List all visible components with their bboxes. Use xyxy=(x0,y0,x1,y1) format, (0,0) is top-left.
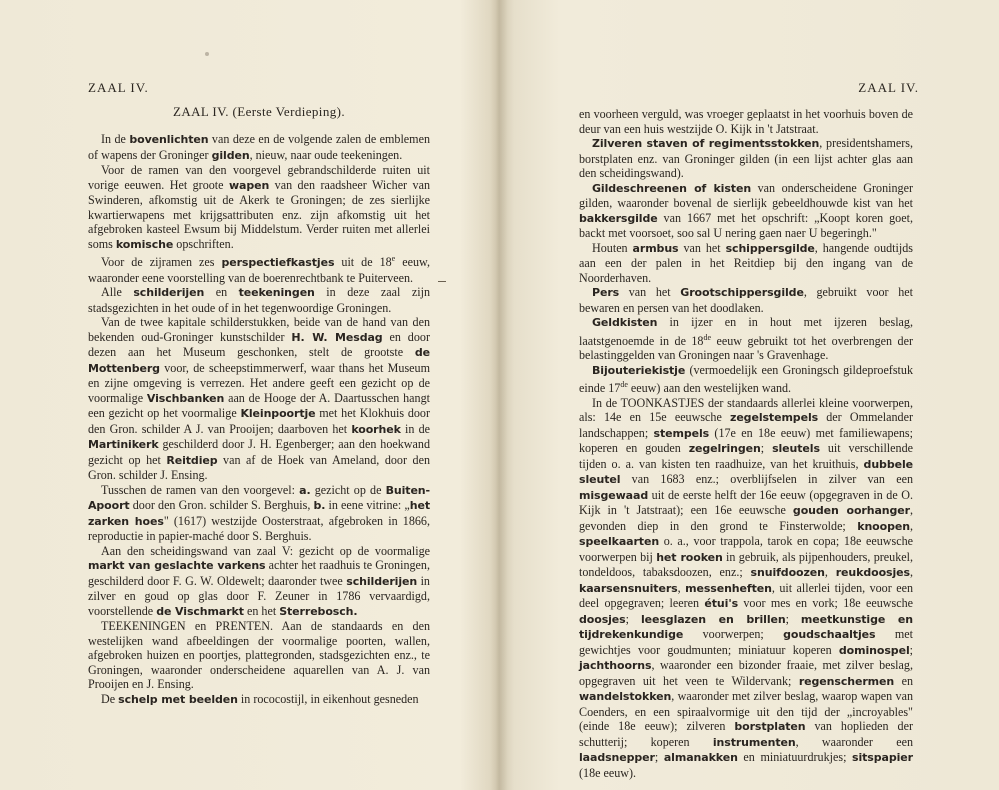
emphasized-term: wandelstokken xyxy=(579,690,672,704)
text-run: , hangende oudtijds aan een der palen in het Reitdiep bij den ingang van de Noorderhaven. xyxy=(579,240,913,285)
paragraph xyxy=(88,315,430,483)
right-body-text xyxy=(579,107,913,780)
text-run: voorwerpen; xyxy=(683,627,784,642)
text-run: van 1667 met het opschrift: „Koopt koren goet, backt met voorsoet, soo sal U nering gaen naer U begeringh." xyxy=(579,210,913,240)
emphasized-term: a. xyxy=(299,483,311,497)
text-run: opschriften. xyxy=(173,236,234,251)
text-run: in gebruik, als pijpenhouders, preukel, tondeldoos, tabaksdoozen, enz.; xyxy=(579,549,914,580)
emphasized-term: Zilveren staven of regimentsstokken xyxy=(592,137,820,150)
margin-mark xyxy=(438,281,446,282)
emphasized-term: stempels xyxy=(653,426,710,440)
text-run: , presidentshamers, borstplaten enz. van Groninger gilden (in een lijst achter glas aan den scheidingswand). xyxy=(579,136,913,180)
emphasized-term: jachthoorns xyxy=(579,659,652,673)
text-run: , waaronder met zilver beslag, waarop wapen van Coenders, en een spiraalvormige uit den tijd der „incroyables" (einde 18e eeuw); zilveren xyxy=(579,689,913,734)
emphasized-term: goudschaaltjes xyxy=(783,628,876,642)
emphasized-term: H. W. Mesdag xyxy=(291,330,383,344)
text-run: in de xyxy=(400,421,430,436)
emphasized-term: Sterrebosch. xyxy=(279,604,358,618)
emphasized-term: het rooken xyxy=(656,550,723,564)
text-run: Aan den scheidingswand van zaal V: gezicht op de voormalige xyxy=(101,543,430,558)
emphasized-term: meetkunstige en tijdrekenkundige xyxy=(579,612,913,642)
text-run: met het Klokhuis door den Gron. schilder A J. van Prooijen; daarboven het xyxy=(88,406,430,436)
superscript: e xyxy=(391,254,396,263)
text-run: en xyxy=(204,285,239,300)
text-run: en voorheen verguld, was vroeger geplaatst in het voorhuis boven de deur van een huis westzijde O. Kijk in 't Jatstraat. xyxy=(579,107,913,136)
emphasized-term: schilderijen xyxy=(346,574,418,588)
emphasized-term: messenheften xyxy=(685,581,772,595)
text-run: van deze en de volgende zalen de emblemen of wapens der Groninger xyxy=(88,132,430,162)
text-run: (18e eeuw). xyxy=(579,765,637,780)
emphasized-term: koorhek xyxy=(351,422,401,436)
section-title: ZAAL IV. (Eerste Verdieping). xyxy=(172,104,345,119)
text-run: van het xyxy=(619,285,681,299)
emphasized-term: Reitdiep xyxy=(166,453,218,467)
superscript: de xyxy=(620,380,628,390)
emphasized-term: snuifdoozen xyxy=(750,566,825,580)
emphasized-term: reukdoosjes xyxy=(835,566,910,580)
paragraph xyxy=(579,241,913,286)
emphasized-term: Gildeschreenen of kisten xyxy=(592,181,752,195)
text-run: van af de Hoek van Ameland, door den Gron. schilder J. Ensing. xyxy=(88,452,430,483)
paragraph xyxy=(88,285,430,315)
text-run: Tusschen de ramen van den voorgevel: xyxy=(101,482,300,497)
emphasized-term: armbus xyxy=(632,241,679,255)
text-run: van onderscheidene Groninger gilden, waaronder bovenal de sierlijk gebeeldhouwde kist van het xyxy=(579,180,914,210)
paragraph xyxy=(579,315,913,363)
text-run: van 1683 enz.; overblijfselen in zilver van een xyxy=(620,472,913,487)
emphasized-term: zegelringen xyxy=(688,442,761,456)
paragraph xyxy=(579,136,913,181)
emphasized-term: Grootschippersgilde xyxy=(680,286,804,299)
emphasized-term: schippersgilde xyxy=(725,241,815,255)
emphasized-term: leesglazen en brillen xyxy=(640,612,786,626)
emphasized-term: bakkersgilde xyxy=(579,211,658,225)
emphasized-term: sitspapier xyxy=(852,751,913,765)
right-page xyxy=(500,0,999,790)
text-run: , xyxy=(677,580,686,595)
text-run: , gevonden diep in den grond te Finsterwolde; xyxy=(579,503,913,533)
emphasized-term: gouden oorhanger xyxy=(792,504,910,518)
text-run: TEEKENINGEN en PRENTEN. Aan de standaards en den westelijken wand afbeeldingen der voormalige poorten, wallen, afgebroken huizen en poortjes, plattegronden, stadsgezichten enz., te Groningen, waaronder onderscheidene aquarellen van A. J. van Prooijen en J. Ensing. xyxy=(88,619,430,692)
text-run: " (1617) westzijde Oosterstraat, afgebroken in 1866, reproductie in papier-maché door S. Berghuis. xyxy=(88,513,430,544)
text-run: door den Gron. schilder S. Berghuis, xyxy=(129,498,314,513)
emphasized-term: bovenlichten xyxy=(129,133,209,146)
text-run: eeuw, waaronder eene voorstelling van de boerenrechtbank te Puiterveen. xyxy=(88,255,430,285)
text-run: in eene vitrine: „ xyxy=(325,498,410,513)
emphasized-term: markt van geslachte varkens xyxy=(88,559,266,573)
paragraph xyxy=(88,163,430,252)
text-run: van hoplieden der schutterij; koperen xyxy=(579,719,913,749)
text-run: voor, de scheepstimmerwerf, waar thans het Museum en zijne omgeving is verrezen. Het andere geeft een gezicht op de voormalige xyxy=(88,360,430,405)
emphasized-term: dubbele sleutel xyxy=(579,457,913,487)
text-run: eeuw gebruikt tot het overbrengen der belastinggelden van Groningen naar 's Gravenhage. xyxy=(579,333,913,363)
text-run: De xyxy=(101,691,119,706)
emphasized-term: wapen xyxy=(228,178,270,192)
text-run: Voor de zijramen zes xyxy=(101,255,222,270)
paragraph xyxy=(88,619,430,692)
text-run: voor mes en vork; 18e eeuwsche xyxy=(738,596,913,611)
left-body-text xyxy=(88,132,430,707)
paragraph xyxy=(579,107,913,136)
emphasized-term: schilderijen xyxy=(133,286,205,300)
emphasized-term: dominospel xyxy=(838,643,910,657)
emphasized-term: regenschermen xyxy=(798,674,895,688)
text-run: ; xyxy=(760,441,773,456)
paragraph xyxy=(579,396,913,781)
paper-stain xyxy=(205,52,209,56)
paragraph xyxy=(88,544,430,620)
text-run: , nieuw, naar oude teekeningen. xyxy=(249,147,403,162)
emphasized-term: Bijouteriekistje xyxy=(592,363,686,377)
emphasized-term: zegelstempels xyxy=(730,411,819,425)
emphasized-term: Kleinpoortje xyxy=(240,407,316,421)
superscript: de xyxy=(703,332,712,342)
emphasized-term: perspectiefkastjes xyxy=(221,256,335,270)
text-run: o. a., voor trappola, tarok en copa; 18e eeuwsche voorwerpen bij xyxy=(579,534,913,564)
emphasized-term: almanakken xyxy=(663,751,738,765)
text-run: ; xyxy=(625,611,641,626)
emphasized-term: Martinikerk xyxy=(88,438,159,452)
emphasized-term: teekeningen xyxy=(238,286,315,300)
text-run: uit verschillende tijden o. a. van kisten ten raadhuize, van het kruithuis, xyxy=(579,441,913,471)
text-run: van den raadsheer Wicher van Swinderen, afkomstig uit de Akerk te Groningen; de zes sierlijke kwartierwapens met krijgsattributen enz. zijn afkomstig uit het afgebroken kasteel Ewsum bij Middelstum. Verder ruiten met allerlei soms xyxy=(88,177,430,251)
text-run: uit de eerste helft der 16e eeuw (opgegraven in de O. Kijk in 't Jatstraat); een 16e eeuwsche xyxy=(579,487,913,518)
text-run: (vermoedelijk een Groningsch gildeproefstuk einde 17 xyxy=(579,362,913,396)
emphasized-term: Geldkisten xyxy=(592,316,658,329)
running-head-left: ZAAL IV. xyxy=(88,80,149,95)
text-run: , xyxy=(909,518,913,533)
emphasized-term: het zarken hoes xyxy=(88,499,430,528)
text-run: Van de twee kapitale schilderstukken, beide van de hand van den bekenden oud-Groninger kunstschilder xyxy=(88,315,430,344)
text-run: van het xyxy=(678,240,726,255)
text-run: Houten xyxy=(592,240,633,255)
text-run: Voor de ramen van den voorgevel gebrandschilderde ruiten uit vorige eeuwen. Het groote xyxy=(88,163,430,192)
text-run: , waaronder een bizonder fraaie, met zilver beslag, opgegraven uit het veen te Wildervank; xyxy=(579,658,913,688)
text-run: (17e en 18e eeuw) met familiewapens; koperen en gouden xyxy=(579,425,913,456)
emphasized-term: doosjes xyxy=(579,612,626,626)
text-run: en miniatuurdrukjes; xyxy=(737,750,853,765)
text-run: in zilver en goud op glas door F. Zeuner in 1786 vervaardigd, voorstellende xyxy=(88,573,430,618)
text-run: uit de 18 xyxy=(334,255,392,270)
text-run: , xyxy=(824,565,836,580)
text-run: in ijzer en in hout met ijzeren beslag, laatstgenoemde in de 18 xyxy=(579,315,913,348)
emphasized-term: b. xyxy=(313,499,326,513)
emphasized-term: knoopen xyxy=(857,519,910,533)
emphasized-term: misgewaad xyxy=(579,488,649,502)
emphasized-term: Pers xyxy=(592,286,620,299)
text-run: geschilderd door J. H. Egenberger; aan den hoekwand gezicht op het xyxy=(88,437,430,467)
paragraph xyxy=(88,692,430,708)
emphasized-term: étui's xyxy=(704,597,739,611)
emphasized-term: speelkaarten xyxy=(579,535,660,549)
emphasized-term: de Mottenberg xyxy=(88,346,430,375)
paragraph xyxy=(579,285,913,315)
text-run: en het xyxy=(243,603,280,618)
text-run: , gebruikt voor het bewaren en persen van het doodlaken. xyxy=(579,285,914,315)
paragraph xyxy=(88,252,430,285)
paragraph xyxy=(579,363,913,396)
paragraph xyxy=(88,483,430,544)
paragraph xyxy=(579,181,913,241)
text-run: In de TOONKASTJES der standaards allerlei kleine voorwerpen, als: 14e en 15e eeuwsche xyxy=(579,395,913,425)
emphasized-term: kaarsensnuiters xyxy=(579,581,678,595)
text-run: , waaronder een xyxy=(795,734,913,749)
emphasized-term: sleutels xyxy=(772,442,820,456)
emphasized-term: Vischbanken xyxy=(146,391,225,405)
emphasized-term: de Vischmarkt xyxy=(156,604,244,618)
emphasized-term: laadsnepper xyxy=(579,751,655,765)
text-run: en xyxy=(894,673,913,688)
text-run: ; xyxy=(654,750,664,765)
text-run: aan de Hooge der A. Daartusschen hangt een gezicht op het voormalige xyxy=(88,390,430,421)
text-run: in rococostijl, in eikenhout gesneden xyxy=(237,691,419,706)
text-run: ; xyxy=(785,611,801,626)
text-run: in deze zaal zijn stadsgezichten in het oude of in het tegenwoordige Groningen. xyxy=(88,285,430,315)
text-run: en door dezen aan het Museum geschonken, stelt de grootste xyxy=(88,329,430,360)
text-run: , uit allerlei tijden, voor een deel opgegraven; leeren xyxy=(579,580,913,611)
text-run: gezicht op de xyxy=(310,482,386,497)
text-run: eeuw) aan den westelijken wand. xyxy=(627,381,792,396)
emphasized-term: komische xyxy=(115,237,174,251)
emphasized-term: Buiten-Apoort xyxy=(88,483,430,513)
emphasized-term: instrumenten xyxy=(712,735,796,749)
text-run: achter het raadhuis te Groningen, geschilderd door F. G. W. Oldewelt; daaronder twee xyxy=(88,558,430,588)
text-run: , xyxy=(909,565,913,580)
text-run: Alle xyxy=(101,285,134,300)
running-head-right: ZAAL IV. xyxy=(858,80,919,95)
text-run: met gewichtjes voor goudmunten; miniatuur koperen xyxy=(579,627,913,657)
text-run: In de xyxy=(101,132,130,146)
text-run: der Ommelander landschappen; xyxy=(579,410,913,440)
emphasized-term: schelp met beelden xyxy=(118,692,238,706)
paragraph xyxy=(88,132,430,163)
emphasized-term: borstplaten xyxy=(734,720,806,734)
emphasized-term: gilden xyxy=(211,148,250,162)
left-page xyxy=(0,0,498,790)
text-run: ; xyxy=(909,642,913,657)
